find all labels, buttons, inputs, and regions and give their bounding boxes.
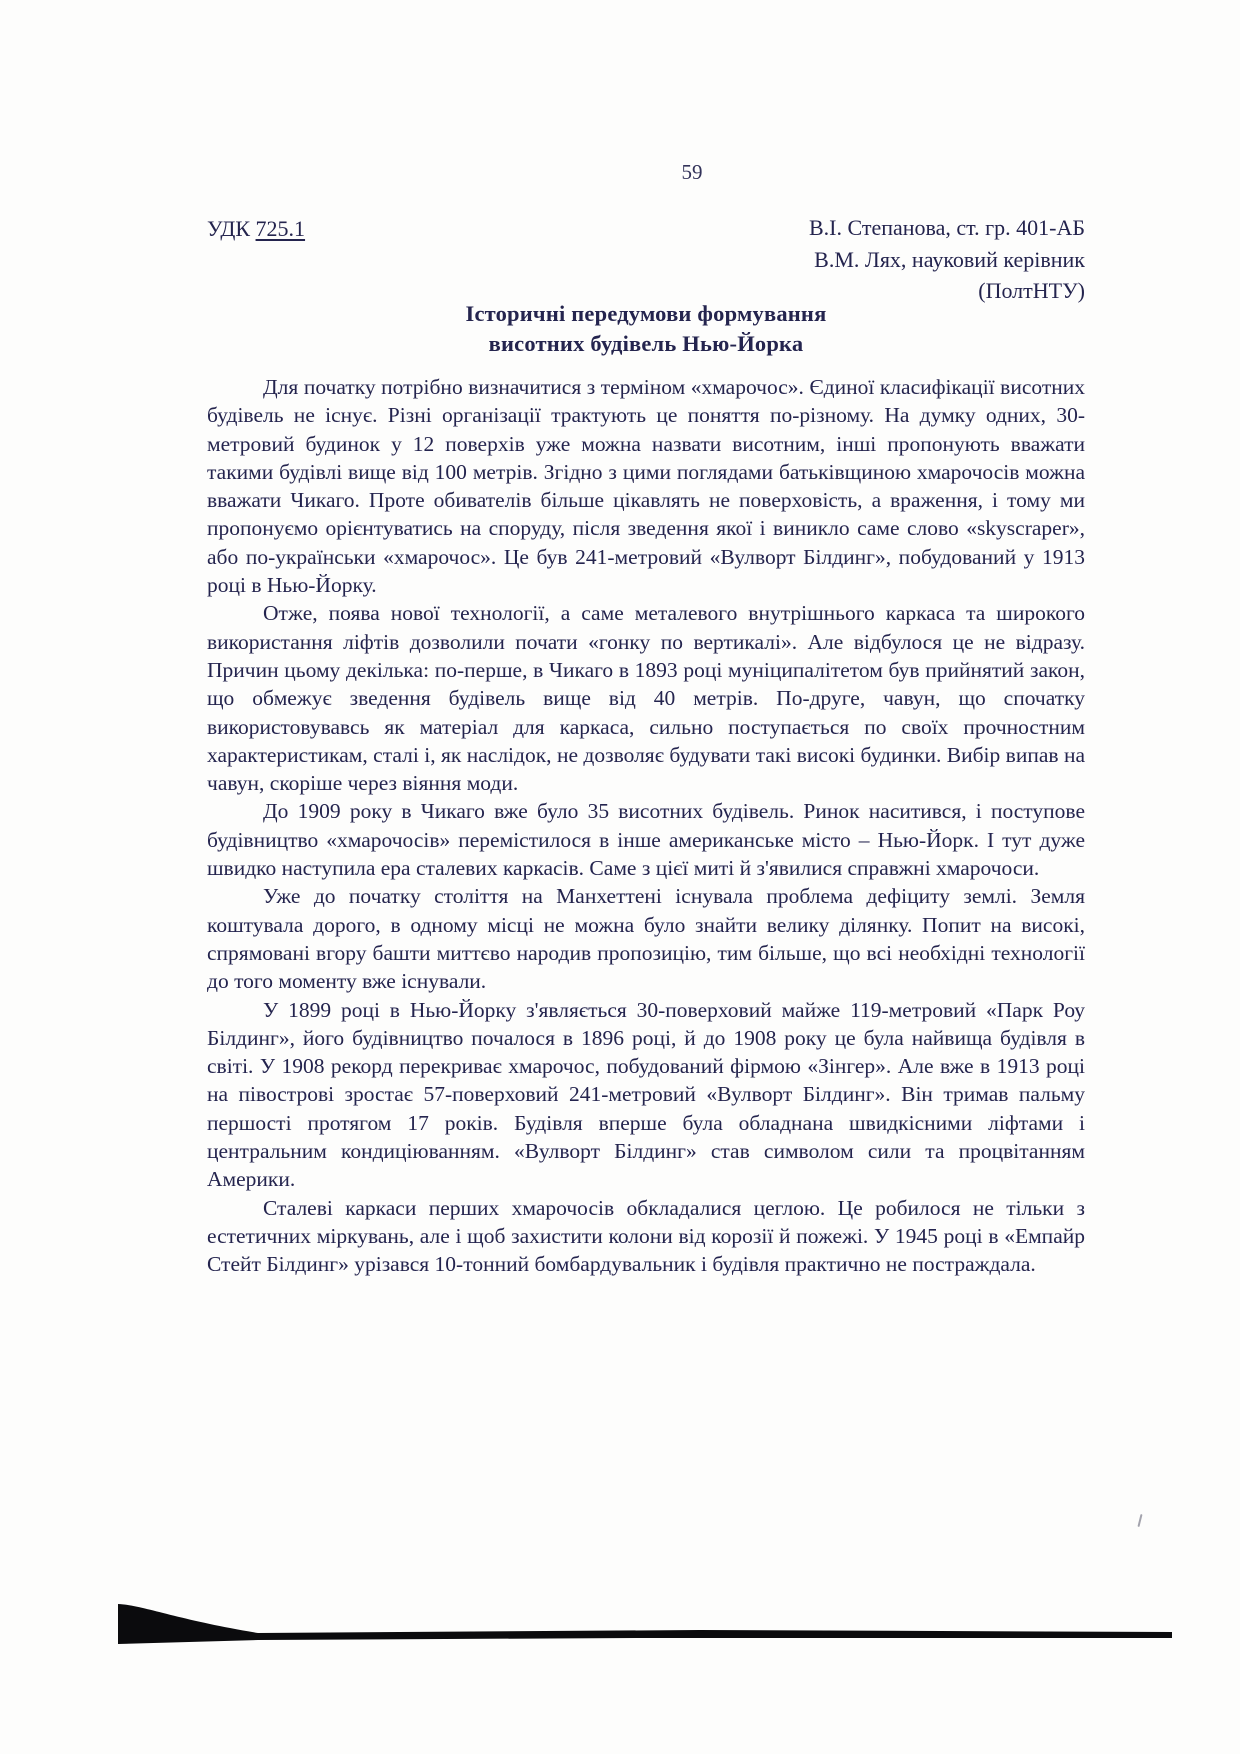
paragraph: До 1909 року в Чикаго вже було 35 висотних будівель. Ринок наситився, і поступове будівництво «хмарочосів» перемістилося в інше американське місто – Нью-Йорк. І тут дуже швидко наступила ера сталевих каркасів. Саме з цієї миті й з'явилися справжні хмарочоси. bbox=[207, 799, 1085, 881]
byline-block bbox=[809, 212, 1085, 307]
scan-smudge-artifact bbox=[0, 1596, 1240, 1652]
byline-institution: (ПолтНТУ) bbox=[978, 278, 1085, 303]
paragraph: Отже, поява нової технології, а саме металевого внутрішнього каркаса та широкого використання ліфтів дозволили почати «гонку по вертикалі». Але відбулося це не відразу. Причин цьому декілька: по-перше, в Чикаго в 1893 році муніципалітетом був прийнятий закон, що обмежує зведення будівель вище від 40 метрів. По-друге, чавун, що спочатку використовувавсь як матеріал для каркаса, сильно поступається по своїх прочностним характеристикам, сталі і, як наслідок, не дозволяє будувати такі високі будинки. Вибір випав на чавун, скоріше через віяння моди. bbox=[207, 601, 1085, 796]
byline-author: В.І. Степанова, ст. гр. 401-АБ bbox=[808, 215, 1085, 240]
article-title-line2: висотних будівель Нью-Йорка bbox=[488, 331, 804, 356]
paragraph: Для початку потрібно визначитися з терміном «хмарочос». Єдиної класифікації висотних будівель не існує. Різні організації трактують це поняття по-різному. На думку одних, 30-метровий будинок у 12 поверхів уже можна назвати висотним, інші пропонують вважати такими будівлі вище від 100 метрів. Згідно з цими поглядами батьківщиною хмарочосів можна вважати Чикаго. Проте обивателів більше цікавлять не поверховість, а враження, і тому ми пропонуємо орієнтуватись на споруду, після зведення якої і виникло саме слово «skyscraper», або по-українськи «хмарочос». Це був 241-метровий «Вулворт Білдинг», побудований у 1913 році в Нью-Йорку. bbox=[207, 375, 1085, 598]
article-title-line1: Історичні передумови формування bbox=[465, 301, 827, 326]
article-body bbox=[207, 373, 1085, 1279]
byline-supervisor: В.М. Лях, науковий керівник bbox=[814, 246, 1085, 272]
udc-label: УДК bbox=[207, 216, 251, 241]
udc-code bbox=[207, 216, 305, 242]
article-title bbox=[207, 299, 1085, 359]
page-number: 59 bbox=[681, 160, 703, 184]
paragraph: У 1899 році в Нью-Йорку з'являється 30-поверховий майже 119-метровий «Парк Роу Білдинг», його будівництво почалося в 1896 році, й до 1908 року це була найвища будівля в світі. У 1908 рекорд перекриває хмарочос, побудований фірмою «Зінгер». Але вже в 1913 році на півострові зростає 57-поверховий 241-метровий «Вулворт Білдинг». Він тримав пальму першості протягом 17 років. Будівля вперше була обладнана швидкісними ліфтами і центральним кондиціюванням. «Вулворт Білдинг» став символом сили та процвітанням Америки. bbox=[207, 997, 1085, 1192]
paragraph: Уже до початку століття на Манхеттені існувала проблема дефіциту землі. Земля коштувала дорого, в одному місці не можна було знайти велику ділянку. Попит на високі, спрямовані вгору башти миттєво народив пропозицію, тим більше, що всі необхідні технології до того моменту вже існували. bbox=[207, 884, 1085, 994]
udc-value: 725.1 bbox=[255, 216, 306, 241]
pen-slash-mark bbox=[1137, 1514, 1142, 1527]
paragraph: Сталеві каркаси перших хмарочосів обкладалися цеглою. Це робилося не тільки з естетичних міркувань, але і щоб захистити колони від корозії й пожежі. У 1945 році в «Емпайр Стейт Білдинг» урізався 10-тонний бомбардувальник і будівля практично не постраждала. bbox=[207, 1195, 1085, 1277]
